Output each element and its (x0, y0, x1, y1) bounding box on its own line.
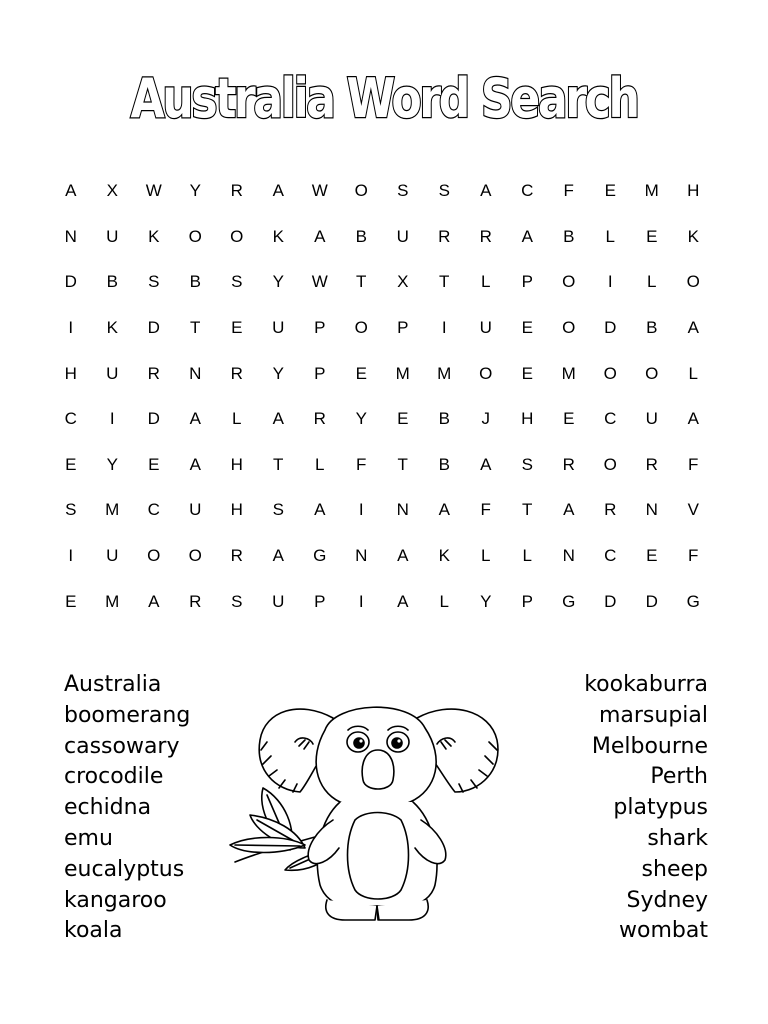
grid-letter: K (687, 226, 699, 246)
word-list-item: shark (647, 825, 708, 851)
grid-row (50, 350, 714, 396)
grid-letter: A (314, 500, 326, 520)
grid-letter: S (272, 500, 284, 520)
grid-letter: N (396, 500, 409, 520)
grid-letter: I (441, 318, 447, 338)
koala-illustration (205, 680, 545, 940)
grid-letter: E (563, 409, 575, 429)
word-list-item: sheep (641, 856, 708, 882)
grid-letter: H (230, 454, 243, 474)
grid-letter: A (314, 226, 326, 246)
grid-letter: O (562, 272, 576, 292)
grid-letter: A (480, 454, 492, 474)
grid-letter: S (231, 591, 243, 611)
grid-letter: A (148, 591, 160, 611)
grid-letter: F (688, 454, 699, 474)
grid-letter: S (397, 181, 409, 201)
grid-letter: V (687, 500, 699, 520)
grid-row (50, 168, 714, 214)
grid-row (50, 259, 714, 305)
letter-grid (50, 168, 714, 624)
grid-letter: R (562, 454, 575, 474)
grid-letter: T (439, 272, 450, 292)
grid-letter: U (106, 226, 119, 246)
grid-letter: L (315, 454, 325, 474)
grid-letter: P (397, 318, 409, 338)
grid-letter: T (273, 454, 284, 474)
grid-letter: N (645, 500, 658, 520)
grid-letter: U (396, 226, 409, 246)
grid-letter: W (145, 181, 162, 201)
grid-letter: S (65, 500, 77, 520)
grid-row (50, 305, 714, 351)
grid-letter: W (311, 272, 328, 292)
grid-letter: O (603, 363, 617, 383)
grid-letter: L (481, 546, 491, 566)
grid-letter: M (395, 363, 410, 383)
grid-letter: E (65, 591, 77, 611)
grid-letter: O (354, 181, 368, 201)
grid-letter: O (479, 363, 493, 383)
grid-letter: A (272, 546, 284, 566)
word-list-item: echidna (64, 795, 152, 821)
grid-letter: G (686, 591, 700, 611)
grid-letter: H (64, 363, 77, 383)
grid-letter: M (644, 181, 659, 201)
grid-letter: I (358, 591, 364, 611)
grid-letter: U (272, 591, 285, 611)
grid-letter: I (358, 500, 364, 520)
grid-letter: E (148, 454, 160, 474)
grid-letter: O (686, 272, 700, 292)
grid-letter: U (189, 500, 202, 520)
grid-letter: C (64, 409, 77, 429)
grid-letter: C (521, 181, 534, 201)
grid-letter: R (230, 181, 243, 201)
grid-letter: T (522, 500, 533, 520)
grid-letter: D (604, 318, 617, 338)
grid-letter: O (603, 454, 617, 474)
grid-letter: A (521, 226, 533, 246)
grid-letter: O (147, 546, 161, 566)
grid-letter: G (313, 546, 327, 566)
grid-letter: N (64, 226, 77, 246)
grid-row (50, 533, 714, 579)
grid-letter: P (314, 318, 326, 338)
grid-letter: B (106, 272, 118, 292)
grid-letter: F (480, 500, 491, 520)
grid-row (50, 396, 714, 442)
grid-letter: E (521, 318, 533, 338)
grid-letter: E (397, 409, 409, 429)
grid-letter: K (272, 226, 284, 246)
word-list-item: eucalyptus (64, 856, 185, 882)
word-list-item: boomerang (64, 702, 191, 728)
grid-letter: P (521, 591, 533, 611)
grid-letter: A (397, 591, 409, 611)
grid-letter: E (521, 363, 533, 383)
grid-letter: A (480, 181, 492, 201)
word-list-item: Sydney (626, 887, 708, 913)
grid-letter: S (521, 454, 533, 474)
word-list-item: koala (64, 918, 123, 944)
grid-letter: L (522, 546, 532, 566)
koala-nose (362, 750, 394, 789)
grid-letter: S (231, 272, 243, 292)
grid-letter: U (106, 363, 119, 383)
grid-letter: F (356, 454, 367, 474)
word-list-item: marsupial (598, 702, 708, 728)
word-list-item: emu (64, 825, 113, 851)
grid-letter: N (562, 546, 575, 566)
grid-letter: E (646, 546, 658, 566)
grid-letter: O (230, 226, 244, 246)
grid-letter: Y (189, 181, 201, 201)
grid-letter: A (65, 181, 77, 201)
grid-letter: L (605, 226, 615, 246)
word-list-item: wombat (619, 918, 708, 944)
grid-letter: R (189, 591, 202, 611)
grid-letter: E (65, 454, 77, 474)
word-list-item: cassowary (64, 733, 180, 759)
grid-letter: C (604, 546, 617, 566)
grid-letter: O (188, 226, 202, 246)
grid-letter: A (438, 500, 450, 520)
grid-letter: R (147, 363, 160, 383)
grid-letter: Y (480, 591, 492, 611)
grid-letter: M (105, 500, 120, 520)
grid-letter: Y (272, 272, 284, 292)
grid-letter: B (438, 454, 450, 474)
grid-letter: N (189, 363, 202, 383)
grid-letter: A (272, 409, 284, 429)
grid-letter: D (147, 318, 160, 338)
grid-letter: S (438, 181, 450, 201)
grid-letter: Y (355, 409, 367, 429)
grid-letter: A (563, 500, 575, 520)
grid-row (50, 578, 714, 624)
grid-letter: P (314, 591, 326, 611)
grid-letter: U (645, 409, 658, 429)
grid-letter: H (521, 409, 534, 429)
grid-letter: I (68, 318, 74, 338)
grid-letter: D (147, 409, 160, 429)
grid-letter: S (148, 272, 160, 292)
grid-letter: I (68, 546, 74, 566)
grid-letter: L (647, 272, 657, 292)
grid-letter: E (231, 318, 243, 338)
grid-letter: B (189, 272, 201, 292)
grid-letter: L (481, 272, 491, 292)
grid-letter: E (355, 363, 367, 383)
grid-letter: W (311, 181, 328, 201)
grid-letter: J (481, 409, 490, 429)
grid-letter: D (64, 272, 77, 292)
word-list-item: crocodile (64, 764, 164, 790)
grid-letter: U (272, 318, 285, 338)
grid-letter: E (646, 226, 658, 246)
grid-letter: A (687, 409, 699, 429)
word-list-item: Perth (650, 764, 708, 790)
grid-letter: R (230, 546, 243, 566)
grid-letter: R (230, 363, 243, 383)
grid-letter: M (105, 591, 120, 611)
grid-row (50, 214, 714, 260)
grid-letter: O (562, 318, 576, 338)
grid-letter: L (439, 591, 449, 611)
grid-letter: T (190, 318, 201, 338)
grid-letter: C (604, 409, 617, 429)
grid-letter: A (687, 318, 699, 338)
grid-letter: F (688, 546, 699, 566)
grid-letter: L (232, 409, 242, 429)
grid-letter: B (355, 226, 367, 246)
grid-letter: K (438, 546, 450, 566)
grid-letter: Y (106, 454, 118, 474)
grid-letter: N (355, 546, 368, 566)
grid-letter: R (479, 226, 492, 246)
grid-letter: R (604, 500, 617, 520)
grid-letter: U (106, 546, 119, 566)
grid-letter: K (148, 226, 160, 246)
grid-letter: X (397, 272, 409, 292)
word-list-left (64, 670, 190, 947)
grid-letter: R (313, 409, 326, 429)
grid-letter: P (521, 272, 533, 292)
grid-letter: R (645, 454, 658, 474)
word-list-item: platypus (613, 795, 708, 821)
grid-letter: X (106, 181, 118, 201)
grid-letter: O (645, 363, 659, 383)
word-list-item: Melbourne (591, 733, 708, 759)
grid-letter: M (561, 363, 576, 383)
grid-letter: R (438, 226, 451, 246)
grid-letter: A (397, 546, 409, 566)
grid-letter: L (688, 363, 698, 383)
grid-letter: O (188, 546, 202, 566)
grid-letter: I (607, 272, 613, 292)
grid-letter: O (354, 318, 368, 338)
grid-letter: B (563, 226, 575, 246)
grid-letter: D (604, 591, 617, 611)
grid-letter: K (106, 318, 118, 338)
grid-letter: E (604, 181, 616, 201)
word-list-item: kangaroo (64, 887, 167, 913)
grid-letter: A (272, 181, 284, 201)
grid-letter: T (356, 272, 367, 292)
grid-row (50, 442, 714, 488)
grid-letter: P (314, 363, 326, 383)
page-title: Australia Word Search (130, 67, 638, 130)
grid-row (50, 487, 714, 533)
grid-letter: T (397, 454, 408, 474)
grid-letter: H (687, 181, 700, 201)
word-list-right (584, 670, 708, 947)
grid-letter: I (109, 409, 115, 429)
grid-letter: A (189, 454, 201, 474)
grid-letter: D (645, 591, 658, 611)
grid-letter: G (562, 591, 576, 611)
grid-letter: C (147, 500, 160, 520)
grid-letter: B (646, 318, 658, 338)
grid-letter: Y (272, 363, 284, 383)
grid-letter: B (438, 409, 450, 429)
word-list-item: Australia (64, 672, 162, 697)
word-list-item: kookaburra (584, 672, 708, 697)
grid-letter: A (189, 409, 201, 429)
grid-letter: H (230, 500, 243, 520)
grid-letter: F (563, 181, 574, 201)
grid-letter: U (479, 318, 492, 338)
grid-letter: M (437, 363, 452, 383)
